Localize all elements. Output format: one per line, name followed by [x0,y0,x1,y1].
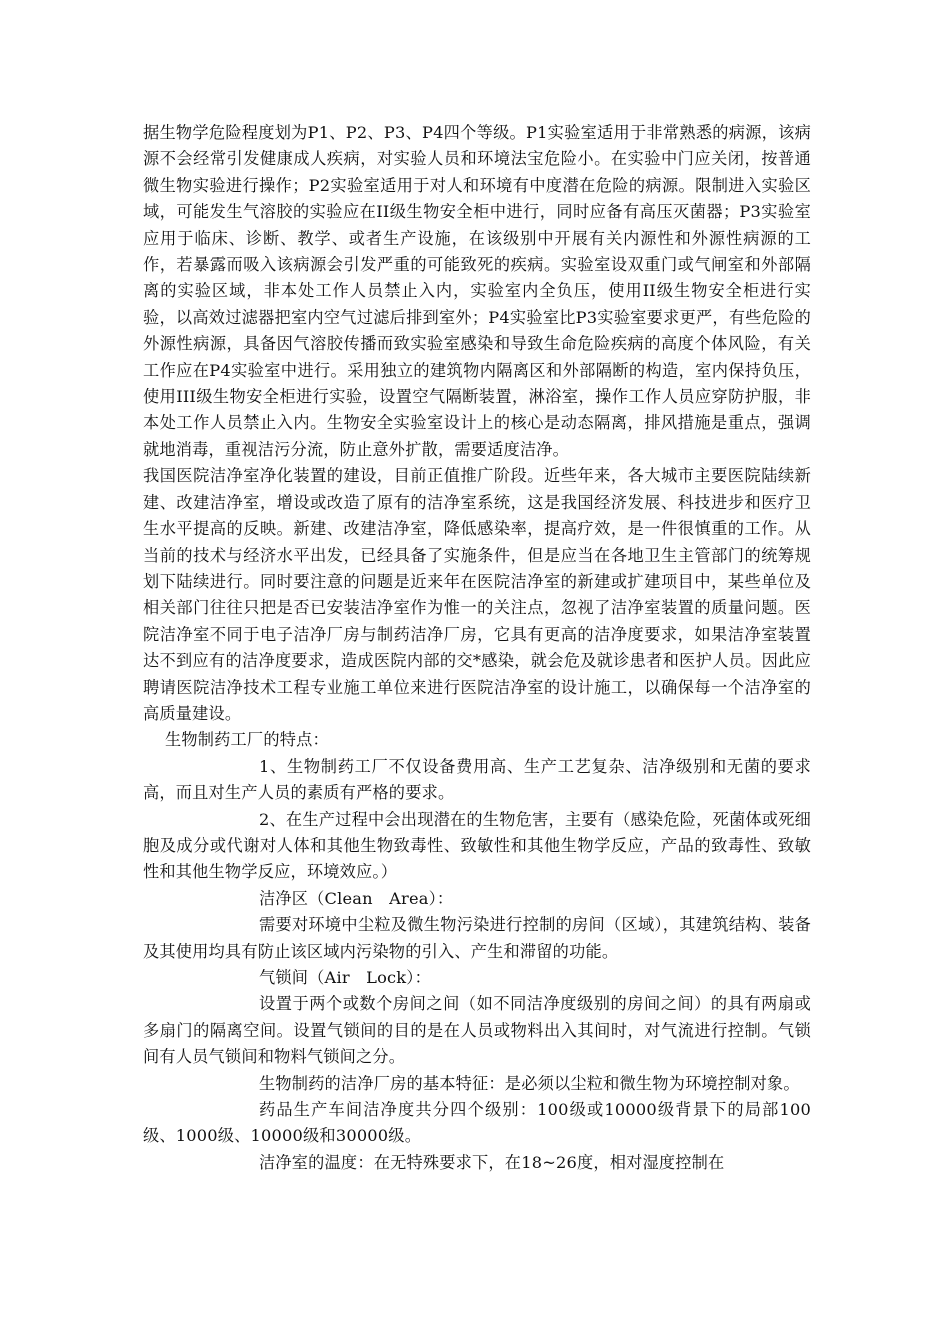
heading-biopharma-features: 生物制药工厂的特点： [165,730,329,750]
paragraph-basic-feature: 生物制药的洁净厂房的基本特征：是必须以尘粒和微生物为环境控制对象。 [259,1073,800,1093]
paragraph-cleanliness-levels: 药品生产车间洁净度共分四个级别：100级或10000级背景下的局部100级、1000级、10000级和30000级。 [143,1100,811,1146]
paragraph-temperature: 洁净室的温度：在无特殊要求下，在18~26度，相对湿度控制在 [259,1152,725,1172]
document-body [143,120,811,1176]
term-air-lock: 气锁间（Air Lock）： [259,968,431,987]
definition-clean-area: 需要对环境中尘粒及微生物污染进行控制的房间（区域），其建筑结构、装备及其使用均具有防止该区域内污染物的引入、产生和滞留的功能。 [143,915,811,961]
definition-air-lock: 设置于两个或数个房间之间（如不同洁净度级别的房间之间）的具有两扇或多扇门的隔离空间。设置气锁间的目的是在人员或物料出入其间时，对气流进行控制。气锁间有人员气锁间和物料气锁间之分。 [143,994,811,1067]
paragraph-hospital-clean-room: 我国医院洁净室净化装置的建设，目前正值推广阶段。近些年来，各大城市主要医院陆续新建、改建洁净室，增设或改造了原有的洁净室系统，这是我国经济发展、科技进步和医疗卫生水平提高的反映。新建、改建洁净室，降低感染率，提高疗效，是一件很慎重的工作。从当前的技术与经济水平出发，已经具备了实施条件，但是应当在各地卫生主管部门的统筹规划下陆续进行。同时要注意的问题是近来年在医院洁净室的新建或扩建项目中，某些单位及相关部门往往只把是否已安装洁净室作为惟一的关注点，忽视了洁净室装置的质量问题。医院洁净室不同于电子洁净厂房与制药洁净厂房，它具有更高的洁净度要求，如果洁净室装置达不到应有的洁净度要求，造成医院内部的交*感染，就会危及就诊患者和医护人员。因此应聘请医院洁净技术工程专业施工单位来进行医院洁净室的设计施工，以确保每一个洁净室的高质量建设。 [143,466,811,723]
term-clean-area: 洁净区（Clean Area）： [259,888,454,908]
list-item-feature-1: 1、生物制药工厂不仅设备费用高、生产工艺复杂、洁净级别和无菌的要求高，而且对生产人员的素质有严格的要求。 [143,756,811,803]
paragraph-biosafety-levels: 据生物学危险程度划为P1、P2、P3、P4四个等级。P1实验室适用于非常熟悉的病源，该病源不会经常引发健康成人疾病，对实验人员和环境法宝危险小。在实验中门应关闭，按普通微生物实验进行操作；P2实验室适用于对人和环境有中度潜在危险的病源。限制进入实验区域，可能发生气溶胶的实验应在II级生物安全柜中进行，同时应备有高压灭菌器；P3实验室应用于临床、诊断、教学、或者生产设施，在该级别中开展有关内源性和外源性病源的工作，若暴露而吸入该病源会引发严重的可能致死的疾病。实验室设双重门或气闸室和外部隔离的实验区域，非本处工作人员禁止入内，实验室内全负压，使用II级生物安全柜进行实验，以高效过滤器把室内空气过滤后排到室外；P4实验室比P3实验室要求更严，有些危险的外源性病源，具备因气溶胶传播而致实验室感染和导致生命危险疾病的高度个体风险，有关工作应在P4实验室中进行。采用独立的建筑物内隔离区和外部隔断的构造，室内保持负压，使用III级生物安全柜进行实验，设置空气隔断装置，淋浴室，操作工作人员应穿防护服，非本处工作人员禁止入内。生物安全实验室设计上的核心是动态隔离，排风措施是重点，强调就地消毒，重视洁污分流，防止意外扩散，需要适度洁净。 [143,123,811,459]
list-item-feature-2: 2、在生产过程中会出现潜在的生物危害，主要有（感染危险，死菌体或死细胞及成分或代谢对人体和其他生物致毒性、致敏性和其他生物学反应，产品的致毒性、致敏性和其他生物学反应，环境效应。） [143,809,811,882]
